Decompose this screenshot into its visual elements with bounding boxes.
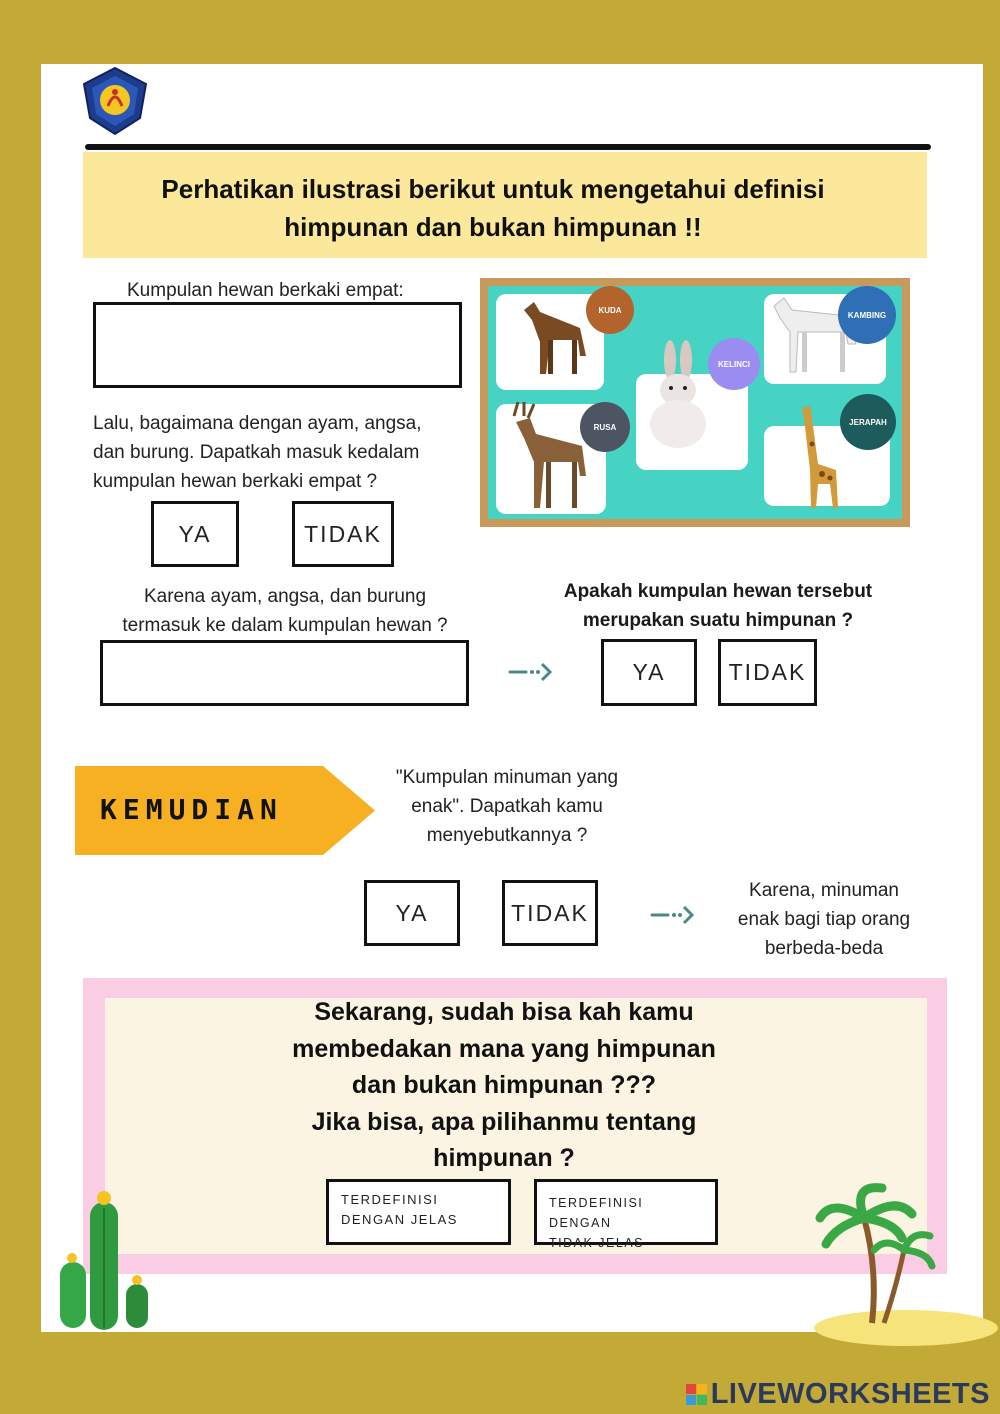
four-legged-prompt: Kumpulan hewan berkaki empat: — [127, 280, 404, 301]
yes-button-1[interactable]: YA — [151, 501, 239, 567]
rusa-label: RUSA — [580, 402, 630, 452]
yes-button-3[interactable]: YA — [364, 880, 460, 946]
reason-question: Karena ayam, angsa, dan burung termasuk ke dalam kumpulan hewan ? — [122, 586, 448, 636]
illustration-background — [488, 286, 902, 519]
rabbit-icon — [638, 340, 718, 452]
reason-answer-box[interactable] — [100, 640, 469, 706]
option-not-clearly-defined[interactable]: TERDEFINISI DENGAN TIDAK JELAS — [534, 1179, 718, 1245]
animals-illustration — [480, 278, 910, 527]
giraffe-icon — [788, 404, 848, 514]
no-button-2[interactable]: TIDAK — [718, 639, 817, 706]
final-question: Sekarang, sudah bisa kah kamu membedakan mana yang himpunan dan bukan himpunan ??? Jika bisa, apa pilihanmu tentang himpunan ? — [292, 998, 716, 1172]
drinks-question: "Kumpulan minuman yang enak". Dapatkah kamu menyebutkannya ? — [395, 767, 619, 846]
birds-question: Lalu, bagaimana dengan ayam, angsa, dan burung. Dapatkah masuk kedalam kumpulan hewan berkaki empat ? — [93, 413, 422, 492]
kemudian-tag: KEMUDIAN — [100, 793, 283, 826]
brand-squares-icon — [686, 1384, 707, 1405]
yes-button-2[interactable]: YA — [601, 639, 697, 706]
dotted-arrow-icon — [650, 904, 694, 926]
school-logo-icon — [80, 66, 150, 136]
dotted-arrow-icon — [508, 661, 552, 683]
header-rule — [85, 144, 931, 150]
four-legged-answer-box[interactable] — [93, 302, 462, 388]
horse-icon — [510, 298, 598, 382]
page-title: Perhatikan ilustrasi berikut untuk mengetahui definisi himpunan dan bukan himpunan !! — [161, 174, 825, 242]
liveworksheets-logo: LIVEWORKSHEETS — [686, 1378, 990, 1411]
option-clearly-defined[interactable]: TERDEFINISI DENGAN JELAS — [326, 1179, 511, 1245]
palm-island-icon — [812, 1178, 1000, 1350]
kuda-label: KUDA — [586, 286, 634, 334]
no-button-1[interactable]: TIDAK — [292, 501, 394, 567]
cactus-icon — [52, 1188, 156, 1332]
himpunan-question: Apakah kumpulan hewan tersebut merupakan suatu himpunan ? — [563, 581, 873, 631]
kelinci-label: KELINCI — [708, 338, 760, 390]
kambing-label: KAMBING — [838, 286, 896, 344]
drinks-reason: Karena, minuman enak bagi tiap orang berbeda-beda — [737, 880, 911, 959]
no-button-3[interactable]: TIDAK — [502, 880, 598, 946]
jerapah-label: JERAPAH — [840, 394, 896, 450]
